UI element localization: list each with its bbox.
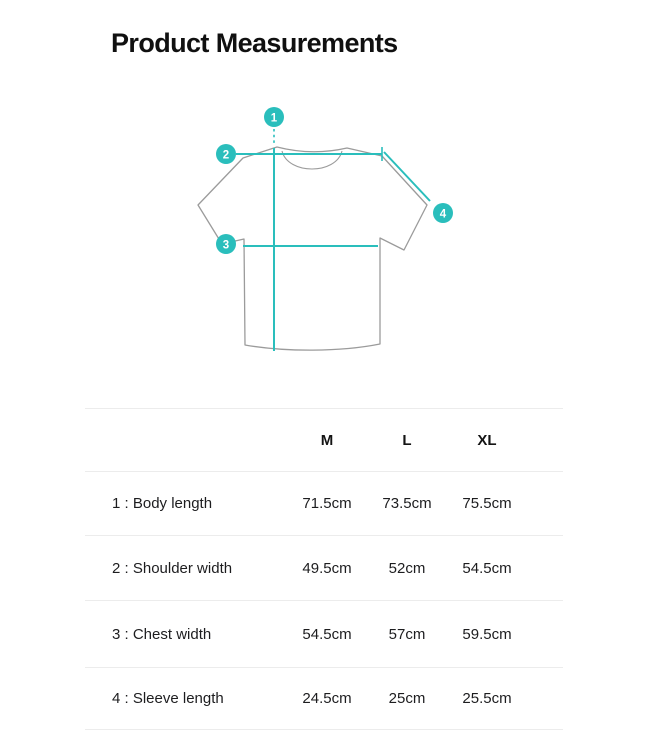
- column-header-m: M: [320, 431, 334, 449]
- row-label: 2 : Shoulder width: [112, 559, 233, 577]
- value-m: 54.5cm: [302, 625, 352, 643]
- table-row-shoulder-width: [85, 535, 563, 600]
- value-xl: 75.5cm: [462, 495, 512, 512]
- value-xl: 59.5cm: [462, 625, 512, 643]
- value-m: 24.5cm: [302, 690, 352, 707]
- value-l: 73.5cm: [382, 495, 432, 512]
- row-label: 4 : Sleeve length: [112, 690, 224, 707]
- value-l: 57cm: [388, 625, 426, 643]
- table-row-sleeve-length: [85, 667, 563, 729]
- row-label: 1 : Body length: [112, 495, 213, 512]
- size-table: [85, 408, 563, 730]
- row-label: 3 : Chest width: [112, 625, 212, 643]
- marker-3-label: 3: [222, 239, 230, 252]
- value-xl: 54.5cm: [462, 559, 512, 577]
- value-m: 71.5cm: [302, 495, 352, 512]
- marker-4-label: 4: [439, 208, 447, 221]
- page-title: Product Measurements: [111, 28, 398, 58]
- marker-1-label: 1: [270, 112, 278, 125]
- size-table-header-row: [85, 408, 563, 471]
- table-bottom-divider: [85, 729, 563, 730]
- column-header-xl: XL: [477, 431, 497, 449]
- marker-2-label: 2: [222, 149, 230, 162]
- table-row-body-length: [85, 471, 563, 535]
- value-l: 52cm: [388, 559, 426, 577]
- value-xl: 25.5cm: [462, 690, 512, 707]
- column-header-l: L: [402, 431, 412, 449]
- value-l: 25cm: [388, 690, 426, 707]
- value-m: 49.5cm: [302, 559, 352, 577]
- table-row-chest-width: [85, 600, 563, 667]
